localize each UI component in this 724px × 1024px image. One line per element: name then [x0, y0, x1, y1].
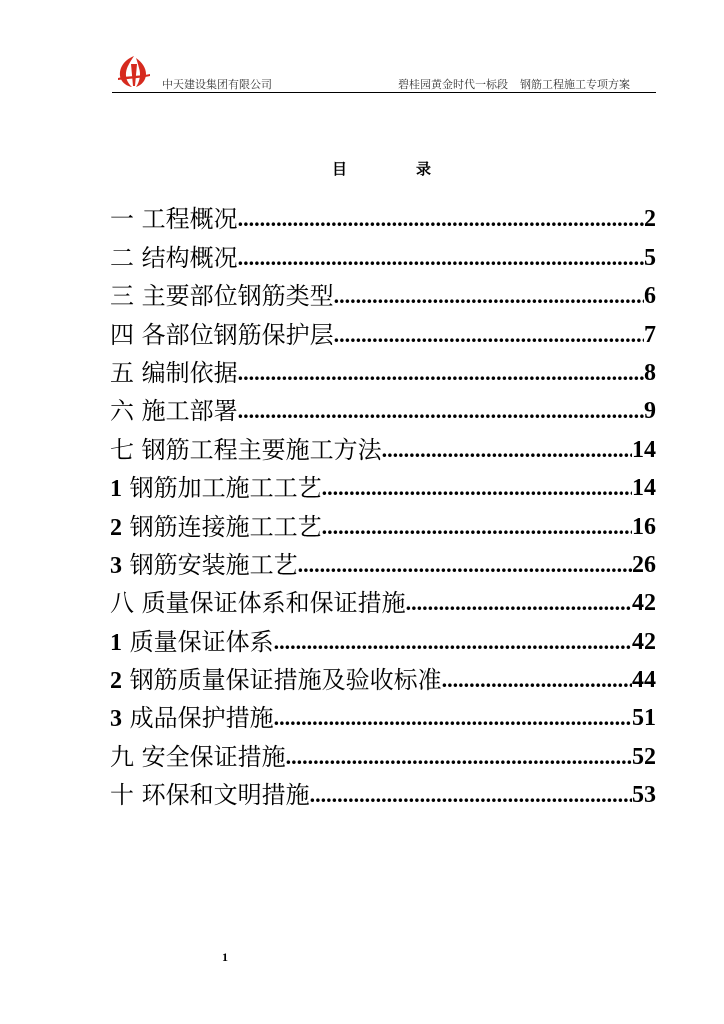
toc-entry[interactable]: [110, 503, 656, 541]
toc-entry[interactable]: [110, 273, 656, 311]
toc-entry-label: [110, 698, 274, 733]
toc-leader-dots: [322, 477, 632, 503]
table-of-contents: [110, 196, 656, 810]
toc-entry-number: 3: [110, 552, 122, 579]
toc-entry-number: 2: [110, 514, 122, 541]
toc-entry[interactable]: [110, 695, 656, 733]
toc-entry-page: 8: [644, 359, 656, 386]
toc-entry[interactable]: [110, 772, 656, 810]
toc-entry-title: 一 工程概况: [110, 205, 238, 234]
toc-entry[interactable]: [110, 196, 656, 234]
toc-entry-label: [110, 315, 334, 350]
toc-entry[interactable]: [110, 580, 656, 618]
document-title: 钢筋工程施工专项方案: [520, 78, 630, 91]
toc-entry-label: [110, 430, 382, 465]
toc-entry-number: 1: [110, 476, 122, 503]
toc-heading-left: 目: [332, 160, 348, 178]
toc-leader-dots: [274, 631, 632, 657]
toc-entry-title: 成品保护措施: [129, 704, 274, 733]
toc-entry-title: 十 环保和文明措施: [110, 781, 310, 810]
toc-entry-page: 51: [632, 705, 656, 732]
company-name: 中天建设集团有限公司: [162, 78, 272, 91]
toc-entry[interactable]: [110, 733, 656, 771]
toc-leader-dots: [238, 362, 644, 388]
toc-entry-page: 14: [632, 475, 656, 502]
toc-leader-dots: [286, 746, 632, 772]
toc-leader-dots: [310, 784, 632, 810]
toc-entry-page: 9: [644, 398, 656, 425]
toc-leader-dots: [238, 400, 644, 426]
toc-entry-label: [110, 391, 238, 426]
toc-entry-number: 2: [110, 668, 122, 695]
header-rule: [112, 92, 656, 93]
toc-entry-label: [110, 199, 238, 234]
toc-leader-dots: [442, 669, 632, 695]
toc-leader-dots: [322, 516, 632, 542]
toc-entry-title: 九 安全保证措施: [110, 742, 286, 771]
toc-entry-title: 四 各部位钢筋保护层: [110, 320, 334, 349]
company-logo-icon: [116, 54, 152, 88]
toc-entry-page: 6: [644, 283, 656, 310]
toc-entry-label: [110, 583, 406, 618]
toc-entry[interactable]: [110, 350, 656, 388]
project-name: 碧桂园黄金时代一标段: [398, 78, 508, 91]
toc-entry-page: 42: [632, 628, 656, 655]
toc-entry[interactable]: [110, 618, 656, 656]
toc-entry-page: 7: [644, 321, 656, 348]
toc-entry[interactable]: [110, 657, 656, 695]
toc-leader-dots: [238, 247, 644, 273]
toc-entry-page: 14: [632, 436, 656, 463]
toc-entry[interactable]: [110, 465, 656, 503]
toc-entry-page: 44: [632, 667, 656, 694]
toc-entry-label: [110, 775, 310, 810]
toc-entry[interactable]: [110, 311, 656, 349]
toc-entry-page: 42: [632, 590, 656, 617]
toc-entry[interactable]: [110, 426, 656, 464]
toc-entry-page: 16: [632, 513, 656, 540]
toc-entry-page: 26: [632, 551, 656, 578]
toc-heading: [0, 158, 724, 182]
toc-entry-label: [110, 353, 238, 388]
toc-entry-page: 5: [644, 244, 656, 271]
toc-entry-title: 钢筋安装施工艺: [129, 550, 298, 579]
toc-entry-title: 八 质量保证体系和保证措施: [110, 589, 406, 618]
toc-entry-number: 3: [110, 706, 122, 733]
toc-entry-title: 钢筋加工施工工艺: [129, 474, 322, 503]
toc-leader-dots: [334, 324, 644, 350]
toc-entry-title: 六 施工部署: [110, 397, 238, 426]
toc-entry-title: 五 编制依据: [110, 358, 238, 387]
toc-entry[interactable]: [110, 234, 656, 272]
toc-leader-dots: [382, 439, 632, 465]
toc-leader-dots: [238, 208, 644, 234]
toc-entry-label: [110, 660, 442, 695]
page-header: [112, 54, 656, 94]
toc-entry-page: 2: [644, 206, 656, 233]
toc-entry-label: [110, 622, 274, 657]
toc-entry-page: 53: [632, 782, 656, 809]
toc-entry-label: [110, 545, 298, 580]
toc-entry-number: 1: [110, 629, 122, 656]
toc-entry-title: 七 钢筋工程主要施工方法: [110, 435, 382, 464]
toc-entry[interactable]: [110, 542, 656, 580]
toc-entry-label: [110, 507, 322, 542]
toc-leader-dots: [334, 285, 644, 311]
toc-entry-title: 三 主要部位钢筋类型: [110, 282, 334, 311]
toc-entry-title: 钢筋连接施工工艺: [129, 512, 322, 541]
toc-entry-title: 二 结构概况: [110, 243, 238, 272]
toc-leader-dots: [298, 554, 632, 580]
toc-entry[interactable]: [110, 388, 656, 426]
page-number: 1: [222, 950, 228, 964]
toc-entry-label: [110, 238, 238, 273]
toc-entry-title: 钢筋质量保证措施及验收标准: [129, 666, 442, 695]
toc-leader-dots: [406, 592, 632, 618]
toc-leader-dots: [274, 707, 632, 733]
toc-entry-label: [110, 276, 334, 311]
toc-entry-label: [110, 737, 286, 772]
toc-heading-right: 录: [416, 160, 432, 178]
toc-entry-title: 质量保证体系: [129, 627, 274, 656]
toc-entry-page: 52: [632, 743, 656, 770]
toc-entry-label: [110, 468, 322, 503]
